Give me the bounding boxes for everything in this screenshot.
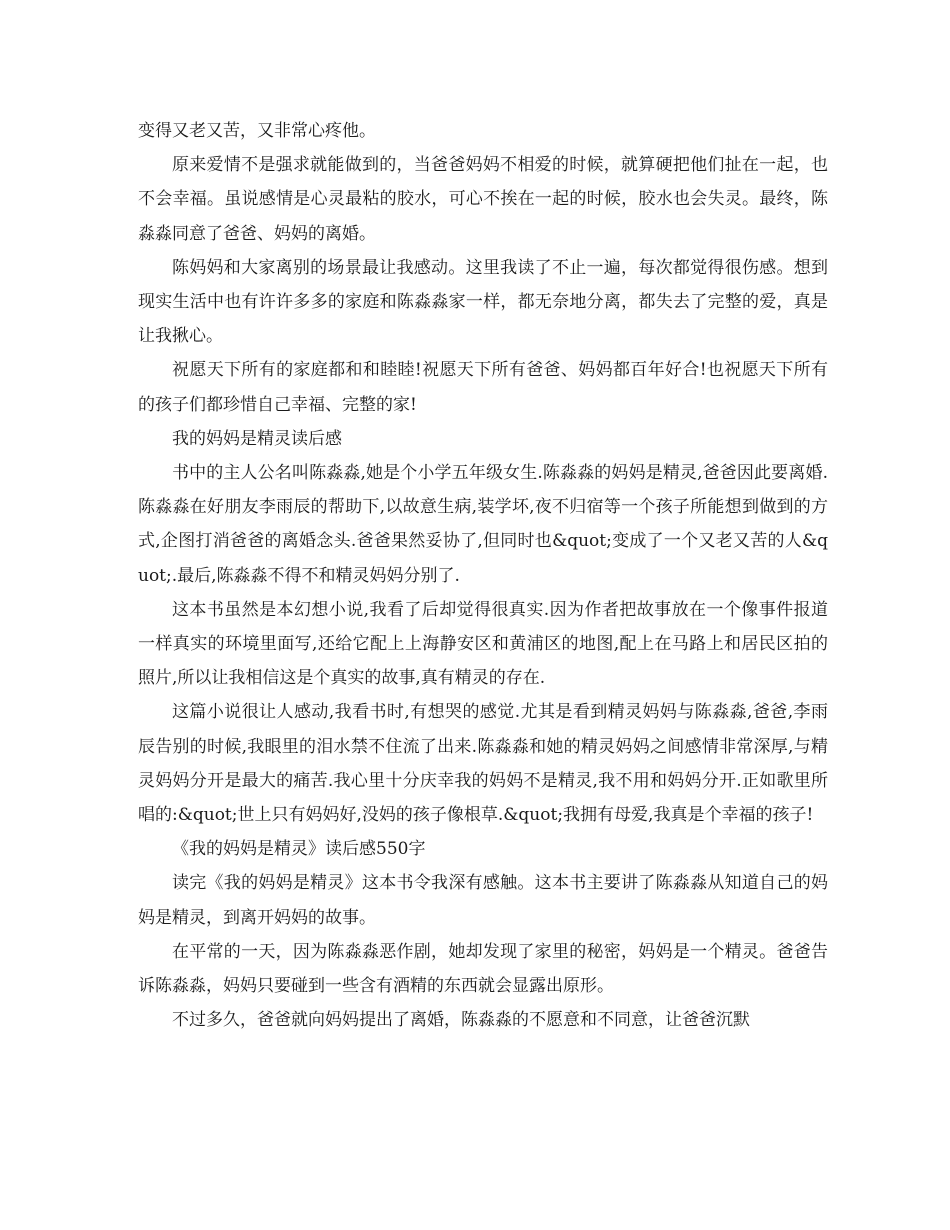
- paragraph: 不过多久，爸爸就向妈妈提出了离婚，陈淼淼的不愿意和不同意，让爸爸沉默: [172, 1010, 750, 1031]
- paragraph-continued: 变得又老又苦，又非常心疼他。: [138, 121, 376, 141]
- paragraph: 祝愿天下所有的家庭都和和睦睦!祝愿天下所有爸爸、妈妈都百年好合!也祝愿天下所有的孩子们都珍惜自己幸福、完整的家!: [138, 360, 828, 415]
- paragraph: 在平常的一天，因为陈淼淼恶作剧，她却发现了家里的秘密，妈妈是一个精灵。爸爸告诉陈淼淼，妈妈只要碰到一些含有酒精的东西就会显露出原形。: [138, 941, 828, 997]
- paragraph: 原来爱情不是强求就能做到的，当爸爸妈妈不相爱的时候，就算硬把他们扯在一起，也不会幸福。虽说感情是心灵最粘的胶水，可心不挨在一起的时候，胶水也会失灵。最终，陈淼淼同意了爸爸、妈妈的离婚。: [138, 155, 828, 244]
- paragraph: 陈妈妈和大家离别的场景最让我感动。这里我读了不止一遍，每次都觉得很伤感。想到现实生活中也有许许多多的家庭和陈淼淼家一样，都无奈地分离，都失去了完整的爱，真是让我揪心。: [138, 257, 828, 347]
- document-body: [138, 114, 828, 1037]
- paragraph: 读完《我的妈妈是精灵》这本书令我深有感触。这本书主要讲了陈淼淼从知道自己的妈妈是精灵，到离开妈妈的故事。: [138, 873, 828, 928]
- section-title: 《我的妈妈是精灵》读后感550字: [172, 839, 426, 860]
- section-title: 我的妈妈是精灵读后感: [172, 428, 342, 449]
- paragraph: 这本书虽然是本幻想小说,我看了后却觉得很真实.因为作者把故事放在一个像事件报道一样真实的环境里面写,还给它配上上海静安区和黄浦区的地图,配上在马路上和居民区拍的照片,所以让我相信这是个真实的故事,真有精灵的存在.: [138, 599, 828, 689]
- paragraph: 书中的主人公名叫陈淼淼,她是个小学五年级女生.陈淼淼的妈妈是精灵,爸爸因此要离婚.陈淼淼在好朋友李雨辰的帮助下,以故意生病,装学坏,夜不归宿等一个孩子所能想到做到的方式,企图打消爸爸的离婚念头.爸爸果然妥协了,但同时也&quot;变成了一个又老又苦的人&quot;.最后,陈淼淼不得不和精灵妈妈分别了.: [138, 463, 828, 586]
- paragraph: 这篇小说很让人感动,我看书时,有想哭的感觉.尤其是看到精灵妈妈与陈淼淼,爸爸,李雨辰告别的时候,我眼里的泪水禁不住流了出来.陈淼淼和她的精灵妈妈之间感情非常深厚,与精灵妈妈分开是最大的痛苦.我心里十分庆幸我的妈妈不是精灵,我不用和妈妈分开.正如歌里所唱的:&quot;世上只有妈妈好,没妈的孩子像根草.&quot;我拥有母爱,我真是个幸福的孩子!: [138, 702, 828, 826]
